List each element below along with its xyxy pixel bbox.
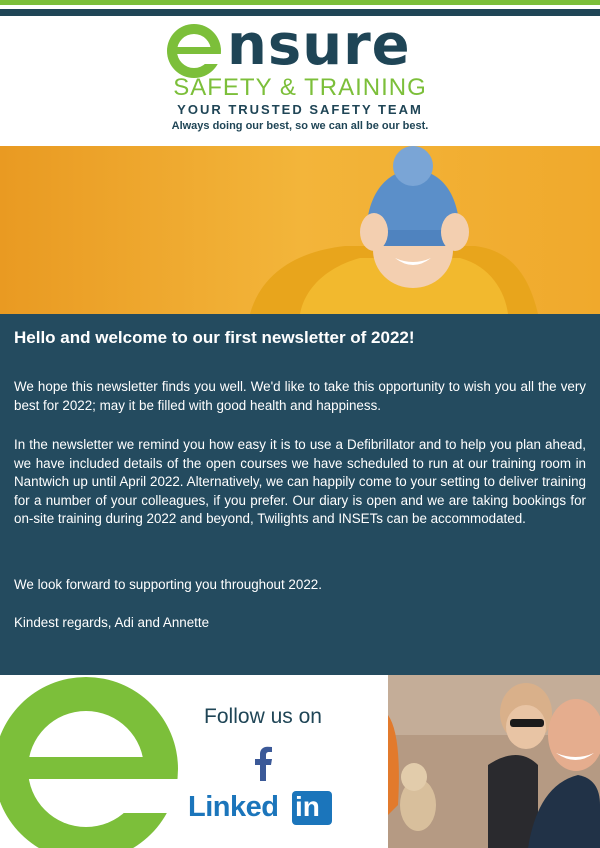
linkedin-icon: in: [292, 791, 332, 825]
facebook-icon[interactable]: [243, 741, 283, 781]
linkedin-wordmark: Linked: [188, 791, 279, 823]
hero-image: [0, 146, 600, 314]
courses-paragraph: In the newsletter we remind you how easy it is to use a Defibrillator and to help you plan ahead, we have included details of the open courses we have scheduled to run at our training room in Nantwich up until April 2022. Alternatively, we can happily come to your setting to deliver training for a number of your colleagues, if you prefer. Our diary is open and we are taking bookings for on-site training during 2022 and beyond, Twilights and INSETs can be accommodated.: [14, 437, 586, 526]
follow-us-label: Follow us on: [204, 705, 322, 728]
social-footer: [0, 675, 600, 848]
brand-subtitle: SAFETY & TRAINING: [173, 74, 427, 101]
signoff: Kindest regards, Adi and Annette: [14, 615, 210, 630]
newsletter-header: [0, 13, 600, 146]
large-e-logo-icon: [0, 675, 184, 848]
linkedin-link[interactable]: [188, 789, 338, 829]
welcome-heading: Hello and welcome to our first newsletter of 2022!: [14, 328, 415, 347]
brand-wordmark: nsure: [227, 13, 411, 78]
brand-slogan: YOUR TRUSTED SAFETY TEAM: [177, 102, 423, 117]
team-photo: [388, 675, 600, 848]
tagline: Always doing our best, so we can all be our best.: [171, 120, 429, 132]
e-logo-icon: [165, 22, 223, 80]
intro-paragraph: We hope this newsletter finds you well. We'd like to take this opportunity to wish you all the very best for 2022; may it be filled with good health and happiness.: [14, 379, 586, 413]
welcome-panel: [0, 314, 600, 675]
support-paragraph: We look forward to supporting you throughout 2022.: [14, 577, 322, 592]
